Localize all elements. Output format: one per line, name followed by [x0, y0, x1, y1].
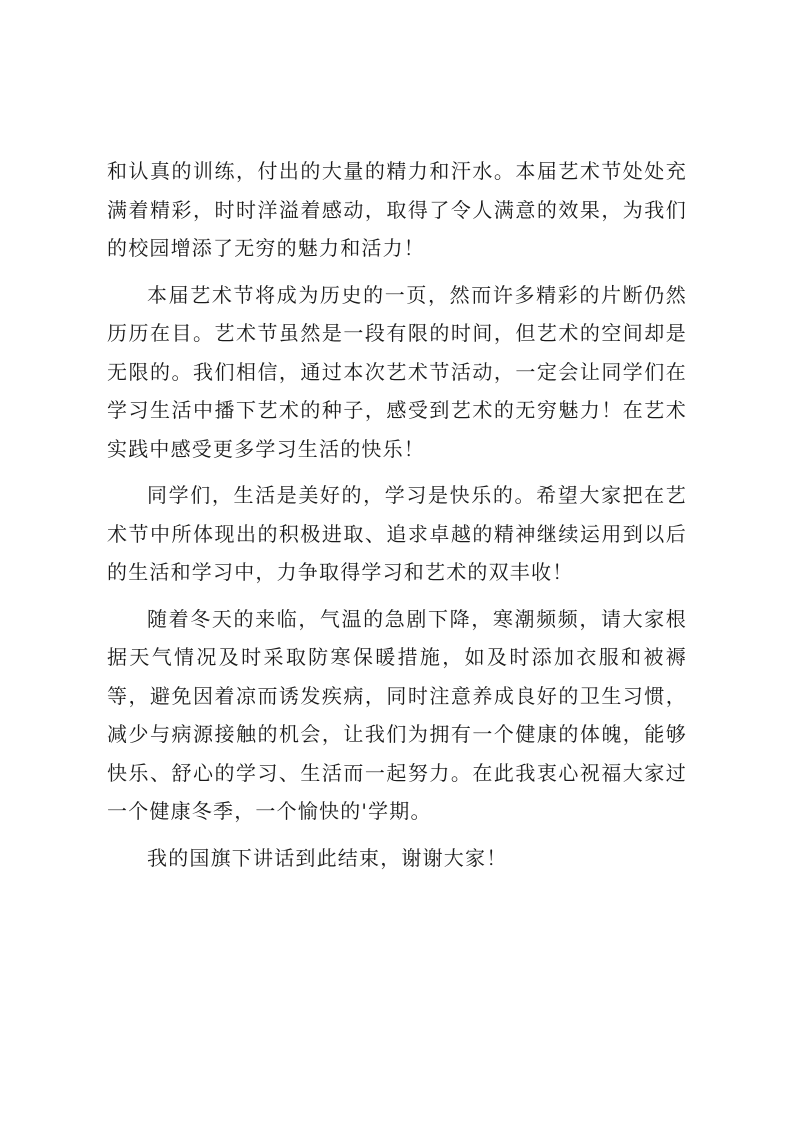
paragraph-5: 我的国旗下讲话到此结束，谢谢大家！	[147, 845, 508, 870]
paragraph-4: 随着冬天的来临，气温的急剧下降，寒潮频频，请大家根据天气情况及时采取防寒保暖措施，如及时添加衣服和被褥等，避免因着凉而诱发疾病，同时注意养成良好的卫生习惯，减少与病源接触的机会，让我们为拥有一个健康的体魄，能够快乐、舒心的学习、生活而一起努力。在此我衷心祝福大家过一个健康冬季，一个愉快的'学期。	[107, 606, 687, 823]
paragraph-2: 本届艺术节将成为历史的一页，然而许多精彩的片断仍然历历在目。艺术节虽然是一段有限的时间，但艺术的空间却是无限的。我们相信，通过本次艺术节活动，一定会让同学们在学习生活中播下艺术的种子，感受到艺术的无穷魅力！在艺术实践中感受更多学习生活的快乐！	[107, 282, 687, 461]
paragraph-1: 和认真的训练，付出的大量的精力和汗水。本届艺术节处处充满着精彩，时时洋溢着感动，取得了令人满意的效果，为我们的校园增添了无穷的魅力和活力！	[107, 159, 687, 260]
document-body	[107, 152, 687, 885]
paragraph-3: 同学们，生活是美好的，学习是快乐的。希望大家把在艺术节中所体现出的积极进取、追求卓越的精神继续运用到以后的生活和学习中，力争取得学习和艺术的双丰收！	[107, 483, 687, 584]
